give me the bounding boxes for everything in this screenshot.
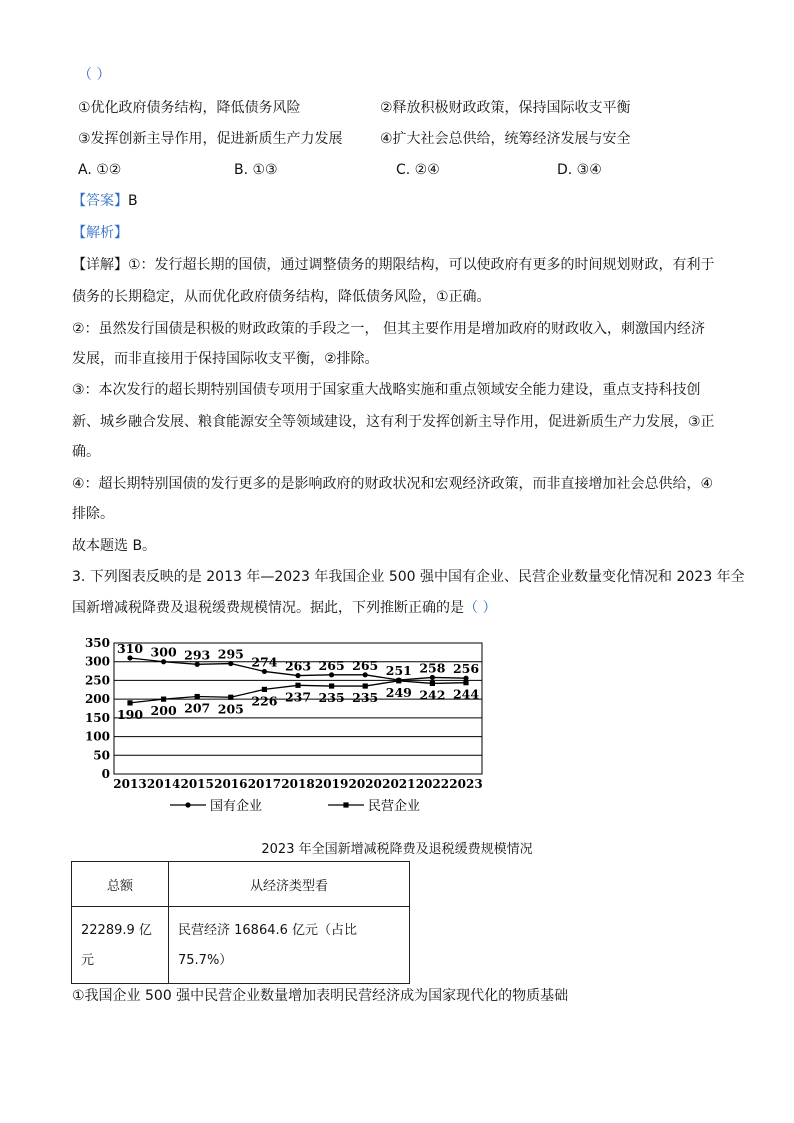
data-label: 274 (251, 654, 278, 670)
series-point (127, 700, 132, 705)
answer-tag: 【答案】 (72, 193, 128, 209)
data-label: 190 (116, 706, 144, 722)
x-tick-label: 2023 (449, 777, 483, 791)
series-point (228, 661, 233, 666)
data-label: 207 (184, 700, 211, 716)
answer-line (72, 192, 138, 210)
series-point (161, 697, 166, 702)
data-label: 244 (452, 686, 480, 702)
table-row (72, 907, 410, 984)
data-label: 263 (284, 658, 312, 674)
x-tick-label: 2015 (180, 777, 214, 791)
x-tick-label: 2018 (281, 777, 315, 791)
data-label: 265 (352, 657, 379, 673)
answer-bracket: （ ） (78, 67, 111, 83)
analysis-line: 确。 (72, 444, 100, 460)
analysis-line: 发展，而非直接用于保持国际收支平衡，②排除。 (72, 351, 379, 367)
choice-c: C. ②④ (396, 162, 440, 178)
enterprise-count-line-chart (84, 633, 494, 819)
choice-a: A. ①② (78, 162, 122, 178)
question-3-stem-cont (72, 599, 496, 617)
table-header-row (72, 862, 410, 907)
table-cell-total: 22289.9 亿元 (81, 923, 152, 968)
option-1: ①优化政府债务结构，降低债务风险 (78, 100, 301, 116)
analysis-line: ③：本次发行的超长期特别国债专项用于国家重大战略实施和重点领域安全能力建设，重点支持科技创 (72, 382, 701, 398)
option-4: ④扩大社会总供给，统筹经济发展与安全 (380, 131, 631, 147)
x-tick-label: 2014 (146, 777, 181, 791)
x-tick-label: 2017 (247, 777, 282, 791)
analysis-line: ④：超长期特别国债的发行更多的是影响政府的财政状况和宏观经济政策，而非直接增加社会总供给，④ (72, 476, 714, 492)
legend-label: 国有企业 (210, 799, 263, 814)
series-point (127, 655, 132, 660)
legend-marker (343, 802, 348, 807)
analysis-tag: 【解析】 (72, 225, 128, 241)
series-point (430, 681, 435, 686)
x-tick-label: 2019 (314, 777, 349, 791)
y-tick-label: 250 (84, 673, 110, 688)
data-label: 265 (318, 657, 345, 673)
question-3-stem: 3. 下列图表反映的是 2013 年—2023 年我国企业 500 强中国有企业、民营企业数量变化情况和 2023 年全 (72, 569, 745, 585)
data-label: 205 (217, 701, 244, 717)
series-point (329, 683, 334, 688)
series-point (195, 694, 200, 699)
series-point (396, 678, 401, 683)
analysis-line: ②：虽然发行国债是积极的财政政策的手段之一， 但其主要作用是增加政府的财政收入，刺激国内经济 (72, 321, 705, 337)
series-point (329, 672, 334, 677)
data-label: 235 (352, 690, 379, 706)
y-tick-label: 350 (84, 636, 110, 650)
data-label: 226 (251, 693, 278, 709)
data-label: 200 (150, 703, 177, 719)
series-point (195, 662, 200, 667)
choice-b: B. ①③ (234, 162, 278, 178)
statement-1: ①我国企业 500 强中民营企业数量增加表明民营经济成为国家现代化的物质基础 (72, 988, 569, 1004)
table-title: 2023 年全国新增减税降费及退税缓费规模情况 (261, 842, 533, 857)
analysis-line: 债务的长期稳定，从而优化政府债务结构，降低债务风险，①正确。 (72, 289, 491, 305)
data-label: 251 (385, 663, 412, 679)
table-cell-private: 民营经济 16864.6 亿元（占比 75.7%） (178, 923, 358, 968)
x-tick-label: 2020 (348, 777, 382, 791)
tax-relief-table (71, 861, 410, 984)
table-header-total: 总额 (72, 862, 169, 907)
series-point (161, 659, 166, 664)
legend-marker (185, 802, 190, 807)
series-point (463, 680, 468, 685)
data-label: 242 (419, 687, 446, 703)
data-label: 237 (284, 689, 312, 705)
series-point (463, 676, 468, 681)
series-point (363, 683, 368, 688)
y-tick-label: 50 (93, 748, 110, 763)
analysis-line: 【详解】①：发行超长期的国债，通过调整债务的期限结构，可以使政府有更多的时间规划财政，有利于 (72, 257, 715, 273)
data-label: 249 (385, 684, 412, 700)
choice-d: D. ③④ (557, 162, 602, 178)
data-label: 300 (150, 644, 177, 660)
option-2: ②释放积极财政政策，保持国际收支平衡 (380, 100, 631, 116)
x-tick-label: 2021 (382, 777, 416, 791)
series-point (262, 687, 267, 692)
data-label: 310 (116, 640, 144, 656)
series-point (430, 675, 435, 680)
series-point (363, 672, 368, 677)
data-label: 293 (184, 647, 211, 663)
legend-label: 民营企业 (368, 799, 421, 814)
x-tick-label: 2013 (113, 777, 147, 791)
answer-value: B (128, 193, 138, 209)
data-label: 256 (452, 661, 480, 677)
analysis-line: 排除。 (72, 506, 114, 522)
y-tick-label: 200 (84, 692, 110, 707)
y-tick-label: 300 (84, 654, 110, 669)
series-point (295, 673, 300, 678)
series-point (262, 669, 267, 674)
series-point (295, 683, 300, 688)
y-tick-label: 100 (84, 729, 110, 744)
data-label: 295 (217, 646, 244, 662)
x-tick-label: 2022 (415, 777, 450, 791)
table-header-type: 从经济类型看 (169, 862, 410, 907)
x-tick-label: 2016 (214, 777, 248, 791)
analysis-conclusion: 故本题选 B。 (72, 538, 157, 554)
data-label: 235 (318, 690, 345, 706)
series-point (228, 695, 233, 700)
analysis-line: 新、城乡融合发展、粮食能源安全等领域建设，这有利于发挥创新主导作用，促进新质生产力发展，③正 (72, 414, 715, 430)
option-3: ③发挥创新主导作用，促进新质生产力发展 (78, 131, 343, 147)
y-tick-label: 150 (84, 710, 110, 725)
data-label: 258 (419, 660, 446, 676)
question-3-text: 国新增减税降费及退税缓费规模情况。据此，下列推断正确的是 (72, 600, 464, 616)
question-3-bracket: （ ） (464, 600, 497, 616)
y-tick-label: 0 (101, 767, 110, 781)
